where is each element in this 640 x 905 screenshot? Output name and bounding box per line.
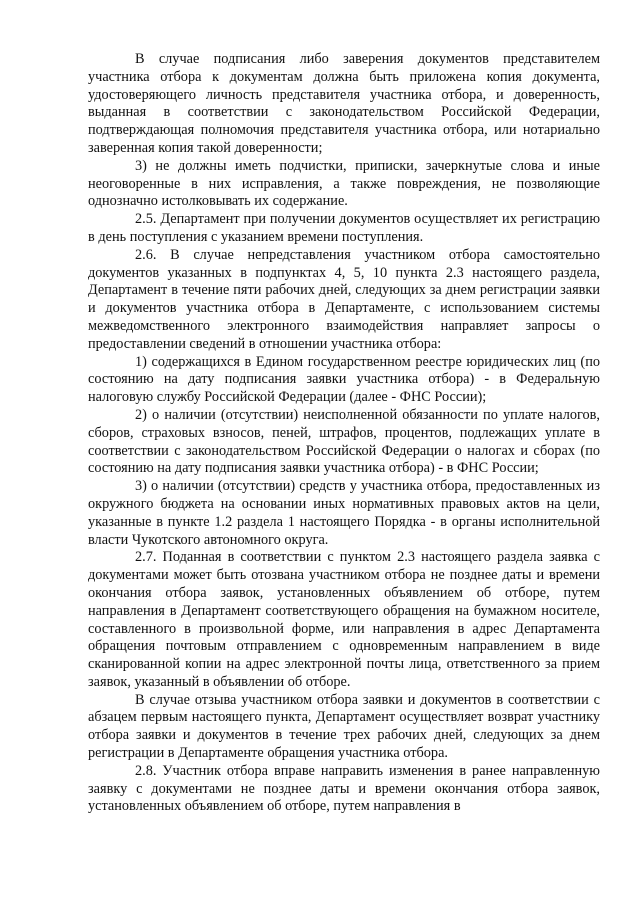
paragraph-2-7-return: В случае отзыва участником отбора заявки и документов в соответствии с абзацем первым настоящего пункта, Департамент осуществляет возврат участнику отбора заявки и документов в течение трех рабочих дней, следующих за днем регистрации в Департаменте обращения участника отбора.	[88, 691, 600, 762]
paragraph-representative-documents: В случае подписания либо заверения документов представителем участника отбора к документам должна быть приложена копия документа, удостоверяющего личность представителя участника отбора, и доверенность, выданная в соответствии с законодательством Российской Федерации, подтверждающая полномочия представителя участника отбора, или нотариально заверенная копия такой доверенности;	[88, 51, 600, 156]
paragraph-2-5-registration: 2.5. Департамент при получении документов осуществляет их регистрацию в день поступления с указанием времени поступления.	[88, 211, 600, 245]
paragraph-item-3-no-corrections: 3) не должны иметь подчистки, приписки, зачеркнутые слова и иные неоговоренные в них исправления, а также повреждения, не позволяющие однозначно истолковывать их содержание.	[88, 157, 600, 210]
paragraph-2-6-item-2-tax-debts: 2) о наличии (отсутствии) неисполненной обязанности по уплате налогов, сборов, страховых взносов, пеней, штрафов, процентов, подлежащих уплате в соответствии с законодательством Российской Федерации о налогах и сборах (по состоянию на дату подписания заявки участника отбора) - в ФНС России;	[88, 406, 600, 477]
paragraph-2-6-interagency-requests: 2.6. В случае непредставления участником отбора самостоятельно документов указанных в подпунктах 4, 5, 10 пункта 2.3 настоящего раздела, Департамент в течение пяти рабочих дней, следующих за днем регистрации заявки и документов участника отбора в Департаменте, с использованием системы межведомственного электронного взаимодействия направляет запросы о предоставлении сведений в отношении участника отбора:	[88, 246, 600, 352]
paragraph-2-6-item-1-egrul: 1) содержащихся в Едином государственном реестре юридических лиц (по состоянию на дату подписания заявки участника отбора) - в Федеральную налоговую службу Российской Федерации (далее - ФНС России);	[88, 353, 600, 406]
paragraph-2-7-withdrawal: 2.7. Поданная в соответствии с пунктом 2.3 настоящего раздела заявка с документами может быть отозвана участником отбора не позднее даты и времени окончания отбора заявок, установленных объявлением об отборе, путем направления в Департамент соответствующего обращения на бумажном носителе, составленного в произвольной форме, или направления в адрес Департамента обращения почтовым отправлением с одновременным направлением в виде сканированной копии на адрес электронной почты лица, ответственного за прием заявок, указанный в объявлении об отборе.	[88, 549, 600, 690]
document-page	[88, 51, 600, 816]
paragraph-2-6-item-3-budget-funds: 3) о наличии (отсутствии) средств у участника отбора, предоставленных из окружного бюджета на основании иных нормативных правовых актов на цели, указанные в пункте 1.2 раздела 1 настоящего Порядка - в органы исполнительной власти Чукотского автономного округа.	[88, 478, 600, 548]
paragraph-2-8-changes: 2.8. Участник отбора вправе направить изменения в ранее направленную заявку с документами не позднее даты и времени окончания отбора заявок, установленных объявлением об отборе, путем направления в	[88, 762, 600, 815]
